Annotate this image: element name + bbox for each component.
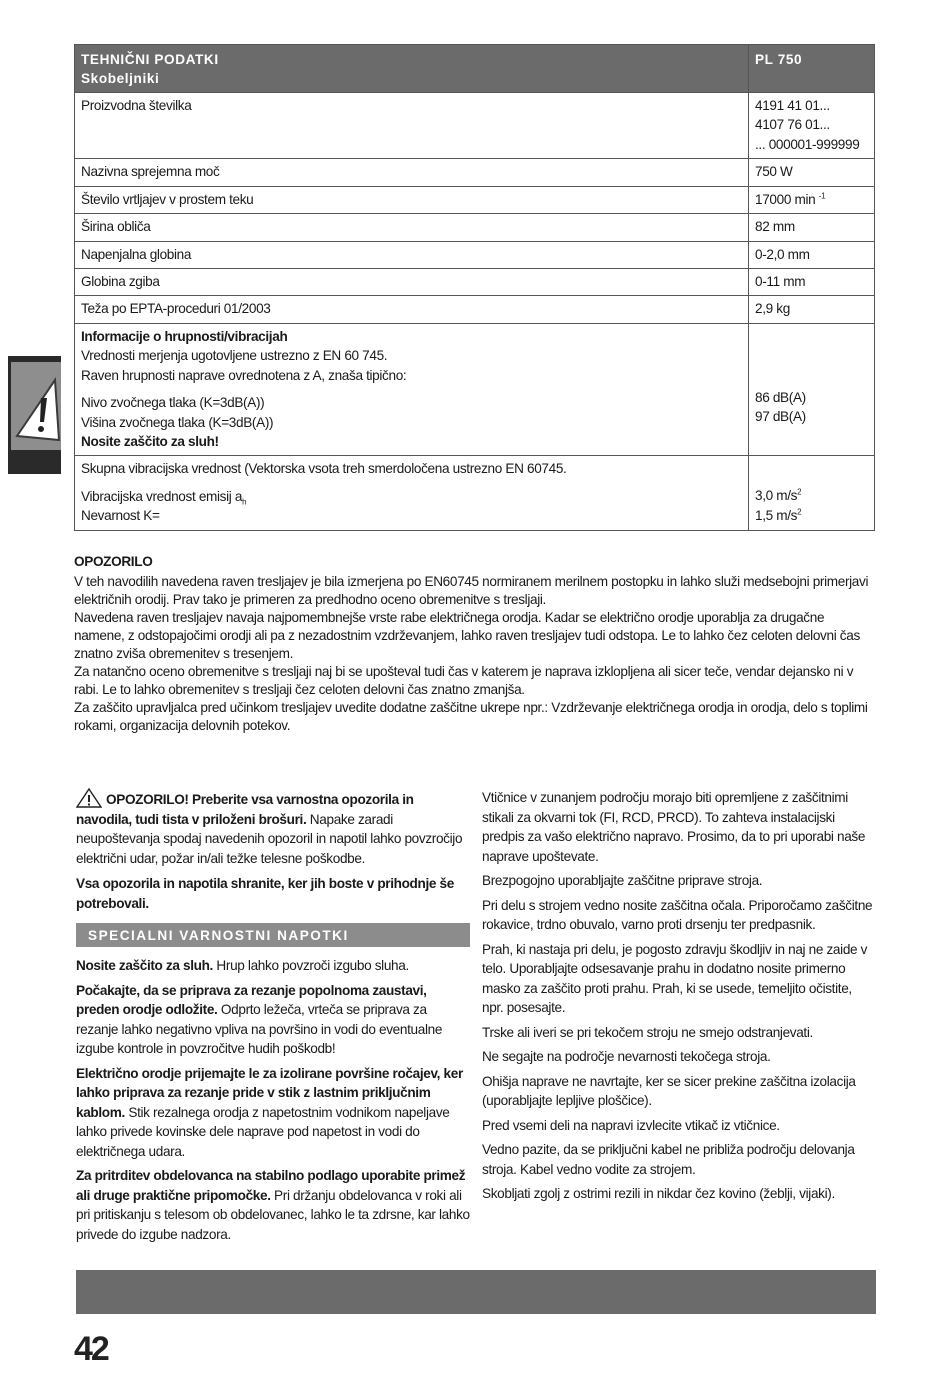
table-row bbox=[75, 186, 875, 213]
vibration-row bbox=[75, 456, 875, 530]
warning-triangle-icon bbox=[76, 788, 102, 808]
table-row bbox=[75, 159, 875, 186]
table-row bbox=[75, 241, 875, 268]
safety-paragraph: Pri delu s strojem vedno nosite zaščitna očala. Priporočamo zaščitne rokavice, trdno obuvalo, varno proti drsenju ter predpasnik. bbox=[482, 897, 873, 932]
safety-item: Za pritrditev obdelovanca na stabilno podlago uporabite primež ali druge praktične pripomočke. Pri držanju obdelovanca v roki ali pri pritiskanju s telesom ob obdelovanec, lahko le ta zdrsne, kar lahko privede do izgube nadzora. bbox=[76, 1168, 470, 1242]
safety-intro-text: Napake zaradi neupoštevanja spodaj navedenih opozoril in napotil lahko povzročijo električni udar, požar in/ali težke telesne poškodbe. bbox=[76, 811, 463, 866]
table-row bbox=[75, 268, 875, 295]
table-title: TEHNIČNI PODATKI bbox=[81, 52, 219, 67]
noise-labels bbox=[75, 323, 749, 456]
footer-bar bbox=[76, 1270, 876, 1314]
safety-paragraph: Vedno pazite, da se priključni kabel ne približa področju delovanja stroja. Kabel vedno vodite za strojem. bbox=[482, 1142, 855, 1177]
serial-line: ... 000001-999999 bbox=[755, 136, 860, 152]
vibration-labels bbox=[75, 456, 749, 530]
row-value: 2,9 kg bbox=[749, 296, 875, 323]
serial-line: 4107 76 01... bbox=[755, 117, 830, 133]
emission-value: 3,0 $m/s^2$ bbox=[755, 487, 802, 504]
table-header-row bbox=[75, 45, 875, 93]
row-value: 0-11 mm bbox=[749, 268, 875, 295]
uncertainty-value: 1,5 $m/s^2$ bbox=[755, 507, 802, 523]
noise-line: Raven hrupnosti naprave ovrednotena z A, znaša tipično: bbox=[81, 367, 407, 383]
unit-exponent: 2 bbox=[797, 487, 802, 497]
row-label: Nazivna sprejemna moč bbox=[75, 159, 749, 186]
uncertainty-label: Nevarnost K= bbox=[81, 508, 160, 524]
safety-paragraph: Skobljati zgolj z ostrimi rezili in nikdar čez kovino (žeblji, vijaki). bbox=[482, 1186, 835, 1201]
hearing-protection-note: Nosite zaščito za sluh! bbox=[81, 434, 219, 449]
safety-paragraph: Prah, ki nastaja pri delu, je pogosto zdravju škodljiv in naj ne zaide v telo. Uporabljajte odsesavanje prahu in dodatno nosite primerno masko za zaščito proti prahu. Prah, ki se usede, temeljito očistite, npr. posesajte. bbox=[482, 941, 868, 1015]
noise-title: Informacije o hrupnosti/vibracijah bbox=[81, 328, 288, 344]
safety-item: Nosite zaščito za sluh. Hrup lahko povzroči izgubo sluha. bbox=[76, 958, 409, 974]
safety-paragraph: Vtičnice v zunanjem področju morajo biti opremljene z zaščitnimi stikali za okvarni tok (FI, RCD, PRCD). To zahteva instalacijski predpis za vašo električno napravo. Prosimo, da to pri uporabi naše naprave upoštevate. bbox=[482, 790, 866, 864]
page-number: 42 bbox=[74, 1330, 108, 1368]
row-value: 750 W bbox=[749, 159, 875, 186]
warning-paragraph: Za zaščito upravljalca pred učinkom tresljajev uvedite dodatne zaščitne ukrepe npr.: Vzdrževanje električnega orodja in orodja, delo s toplimi rokami, organizacija delovnih potekov. bbox=[74, 700, 868, 734]
model-name: PL 750 bbox=[749, 45, 875, 93]
row-value bbox=[749, 186, 875, 213]
sound-power-value: 97 dB(A) bbox=[755, 409, 806, 425]
warning-side-tab bbox=[8, 356, 61, 474]
table-subtitle: Skobeljniki bbox=[81, 71, 160, 87]
row-value: 0-2,0 mm bbox=[749, 241, 875, 268]
safety-paragraph: Brezpogojno uporabljajte zaščitne priprave stroja. bbox=[482, 873, 763, 888]
keep-instructions: Vsa opozorila in napotila shranite, ker jih boste v prihodnje še potrebovali. bbox=[76, 876, 454, 911]
table-row bbox=[75, 92, 875, 158]
noise-row bbox=[75, 323, 875, 456]
technical-data-table bbox=[74, 44, 875, 531]
table-row bbox=[75, 214, 875, 241]
vibration-values bbox=[749, 456, 875, 530]
safety-item: Električno orodje prijemajte le za izolirane površine ročajev, ker lahko priprava za rezanje pride v stik z lastnim priključnim kablom. Stik rezalnega orodja z napetostnim vodnikom napeljave lahko privede kovinske dele naprave pod napetost in vodi do električnega udara. bbox=[76, 1065, 463, 1159]
row-label: Teža po EPTA-proceduri 01/2003 bbox=[75, 296, 749, 323]
warning-paragraph: Za natančno oceno obremenitve s tresljaji naj bi se upošteval tudi čas v katerem je naprava izklopljena ali sicer teče, vendar dejansko ni v rabi. Le to lahko obremenitev s tresljaji čez celoten delovni čas znatno zmanjša. bbox=[74, 664, 854, 698]
warning-triangle-icon bbox=[11, 362, 61, 450]
row-value: 82 mm bbox=[749, 214, 875, 241]
warning-paragraph: V teh navodilih navedena raven tresljajev je bila izmerjena po EN60745 normiranem merilnem postopku in lahko služi medsebojni primerjavi električnih orodij. Prav tako je primeren za predhodno oceno obremenitve s tresljaji. bbox=[74, 574, 869, 608]
unit-exponent: 2 bbox=[797, 507, 802, 517]
sound-pressure-value: 86 dB(A) bbox=[755, 389, 806, 405]
emission-subscript: h bbox=[242, 497, 247, 507]
row-label: Širina obliča bbox=[75, 214, 749, 241]
sound-pressure-label: Nivo zvočnega tlaka (K=3dB(A)) bbox=[81, 395, 265, 411]
safety-intro bbox=[76, 788, 470, 868]
row-label: Proizvodna številka bbox=[75, 92, 749, 158]
warning-title: OPOZORILO bbox=[74, 554, 153, 569]
noise-values bbox=[749, 323, 875, 456]
right-column bbox=[482, 788, 874, 1209]
safety-paragraph: Pred vsemi deli na napravi izvlecite vtikač iz vtičnice. bbox=[482, 1117, 780, 1133]
warning-paragraph: Navedena raven tresljajev navaja najpomembnejše vrste rabe električnega orodja. Kadar se električno orodje uporablja za drugačne namene, z odstopajočimi orodji ali pa z nezadostnim vzdrževanjem, lahko raven tresljajev tudi odstopa. Le to lahko čez celoten delovni čas znatno zviša obremenitev s tresenjem. bbox=[74, 610, 860, 662]
table-row bbox=[75, 296, 875, 323]
section-heading: SPECIALNI VARNOSTNI NAPOTKI bbox=[76, 923, 470, 947]
emission-label: Vibracijska vrednost emisij $a_h$ bbox=[81, 488, 247, 507]
sound-power-label: Višina zvočnega tlaka (K=3dB(A)) bbox=[81, 414, 274, 430]
speed-unit-exponent: -1 bbox=[818, 191, 826, 201]
speed-value: 17000 min bbox=[755, 191, 816, 207]
noise-line: Vrednosti merjenja ugotovljene ustrezno z EN 60 745. bbox=[81, 348, 388, 364]
serial-line: 4191 41 01... bbox=[755, 97, 830, 113]
safety-item: Počakajte, da se priprava za rezanje popolnoma zaustavi, preden orodje odložite. Odprto ležeča, vrteča se priprava za rezanje lahko negativno vpliva na površino in vodi do eventualne izgube kontrole in povzročitve hudih poškodb! bbox=[76, 982, 443, 1057]
row-label: Globina zgiba bbox=[75, 268, 749, 295]
table-header-left bbox=[75, 45, 749, 93]
safety-intro-bold: OPOZORILO! Preberite vsa varnostna opozorila in navodila, tudi tista v priloženi brošuri. bbox=[76, 792, 414, 827]
vibration-line: Skupna vibracijska vrednost (Vektorska vsota treh smerdoločena ustrezno EN 60745. bbox=[81, 461, 567, 477]
safety-paragraph: Trske ali iveri se pri tekočem stroju ne smejo odstranjevati. bbox=[482, 1024, 813, 1040]
vibration-warning-section bbox=[74, 552, 874, 735]
row-label: Število vrtljajev v prostem teku bbox=[75, 186, 749, 213]
row-label: Napenjalna globina bbox=[75, 241, 749, 268]
row-value bbox=[749, 92, 875, 158]
safety-paragraph: Ne segajte na področje nevarnosti tekočega stroja. bbox=[482, 1049, 771, 1064]
left-column bbox=[76, 788, 470, 1249]
safety-paragraph: Ohišja naprave ne navrtajte, ker se sicer prekine zaščitna izolacija (uporabljajte lepljive ploščice). bbox=[482, 1073, 856, 1108]
